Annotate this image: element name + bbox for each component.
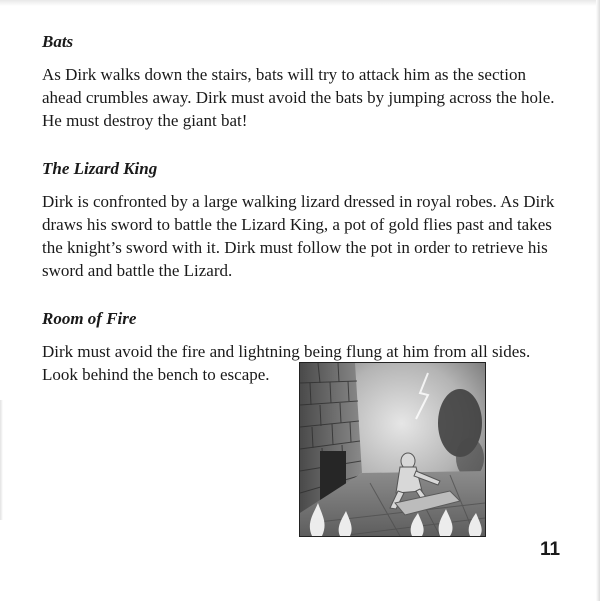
room-of-fire-scene xyxy=(300,363,485,536)
page-edge-shadow-right xyxy=(596,0,600,601)
room-of-fire-line-2: Look behind the bench to escape. xyxy=(42,365,270,384)
section-bats xyxy=(42,30,562,132)
page-edge-shadow-top xyxy=(0,0,600,6)
manual-page-content xyxy=(42,30,562,386)
room-of-fire-illustration xyxy=(299,362,486,537)
section-body-lizard-king: Dirk is confronted by a large walking lizard dressed in royal robes. As Dirk draws his sword to battle the Lizard King, a pot of gold flies past and takes the knight’s sword with it. Dirk must follow the pot in order to retrieve his sword and battle the Lizard. xyxy=(42,192,555,280)
section-lizard-king xyxy=(42,157,562,282)
section-heading-room-of-fire: Room of Fire xyxy=(42,309,137,328)
room-of-fire-line-1: Dirk must avoid the fire and lightning being flung at him from all sides. xyxy=(42,342,531,361)
section-heading-lizard-king: The Lizard King xyxy=(42,159,158,178)
page-number: 11 xyxy=(540,539,561,560)
section-heading-bats: Bats xyxy=(42,32,74,51)
section-body-bats: As Dirk walks down the stairs, bats will try to attack him as the section ahead crumbles away. Dirk must avoid the bats by jumping across the hole. He must destroy the giant bat! xyxy=(42,65,555,130)
page-edge-shadow-left xyxy=(0,400,3,520)
